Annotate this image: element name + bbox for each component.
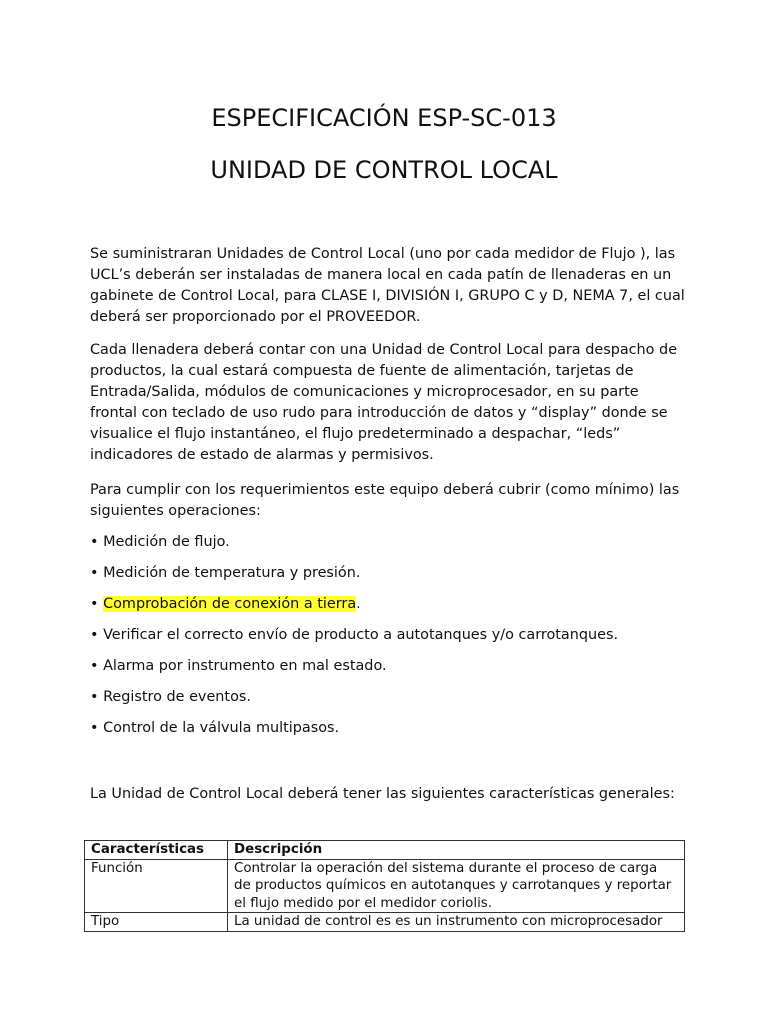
table-cell: Controlar la operación del sistema durante el proceso de carga de productos químicos en autotanques y carrotanques y reportar el flujo medido por el medidor coriolis. [228, 859, 685, 913]
table-header-row [85, 841, 685, 860]
intro-paragraph [90, 244, 690, 328]
list-item: • Control de la válvula multipasos. [90, 720, 340, 736]
spec-number-heading: ESPECIFICACIÓN ESP-SC-013 [211, 104, 557, 132]
table-cell: Tipo [85, 913, 228, 932]
characteristics-paragraph [90, 784, 690, 805]
paragraph-text: La Unidad de Control Local deberá tener las siguientes características generales: [90, 786, 675, 802]
table-row [85, 859, 685, 913]
list-item: • Alarma por instrumento en mal estado. [90, 658, 387, 674]
bullet-prefix: • [90, 596, 104, 612]
column-header-descripcion: Descripción [228, 841, 685, 860]
list-item [90, 594, 690, 615]
description-paragraph [90, 340, 690, 466]
paragraph-text: Para cumplir con los requerimientos este equipo deberá cubrir (como mínimo) las siguientes operaciones: [90, 482, 680, 519]
table-cell: La unidad de control es es un instrumento con microprocesador [228, 913, 685, 932]
characteristics-table [84, 840, 685, 932]
list-item: • Medición de temperatura y presión. [90, 565, 361, 581]
list-item: • Medición de flujo. [90, 534, 230, 550]
paragraph-text: Se suministraran Unidades de Control Local (uno por cada medidor de Flujo ), las UCL’s deberán ser instaladas de manera local en cada patín de llenaderas en un gabinete de Control Local, para CLASE I, DIVISIÓN I, GRUPO C y D, NEMA 7, el cual deberá ser proporcionado por el PROVEEDOR. [90, 246, 685, 325]
paragraph-text: Cada llenadera deberá contar con una Unidad de Control Local para despacho de productos, la cual estará compuesta de fuente de alimentación, tarjetas de Entrada/Salida, módulos de comunicaciones y microprocesador, en su parte frontal con teclado de uso rudo para introducción de datos y “display” donde se visualice el flujo instantáneo, el flujo predeterminado a despachar, “leds” indicadores de estado de alarmas y permisivos. [90, 342, 678, 463]
column-header-caracteristicas: Características [85, 841, 228, 860]
bullet-suffix: . [356, 596, 361, 612]
list-item: • Verificar el correcto envío de producto a autotanques y/o carrotanques. [90, 627, 619, 643]
operations-list [90, 532, 690, 749]
highlighted-text: Comprobación de conexión a tierra [103, 596, 357, 612]
document-title [0, 92, 768, 196]
table-row [85, 913, 685, 932]
table-cell: Función [85, 859, 228, 913]
list-item: • Registro de eventos. [90, 689, 251, 705]
unit-name-heading: UNIDAD DE CONTROL LOCAL [210, 156, 558, 184]
requirements-paragraph [90, 480, 690, 522]
